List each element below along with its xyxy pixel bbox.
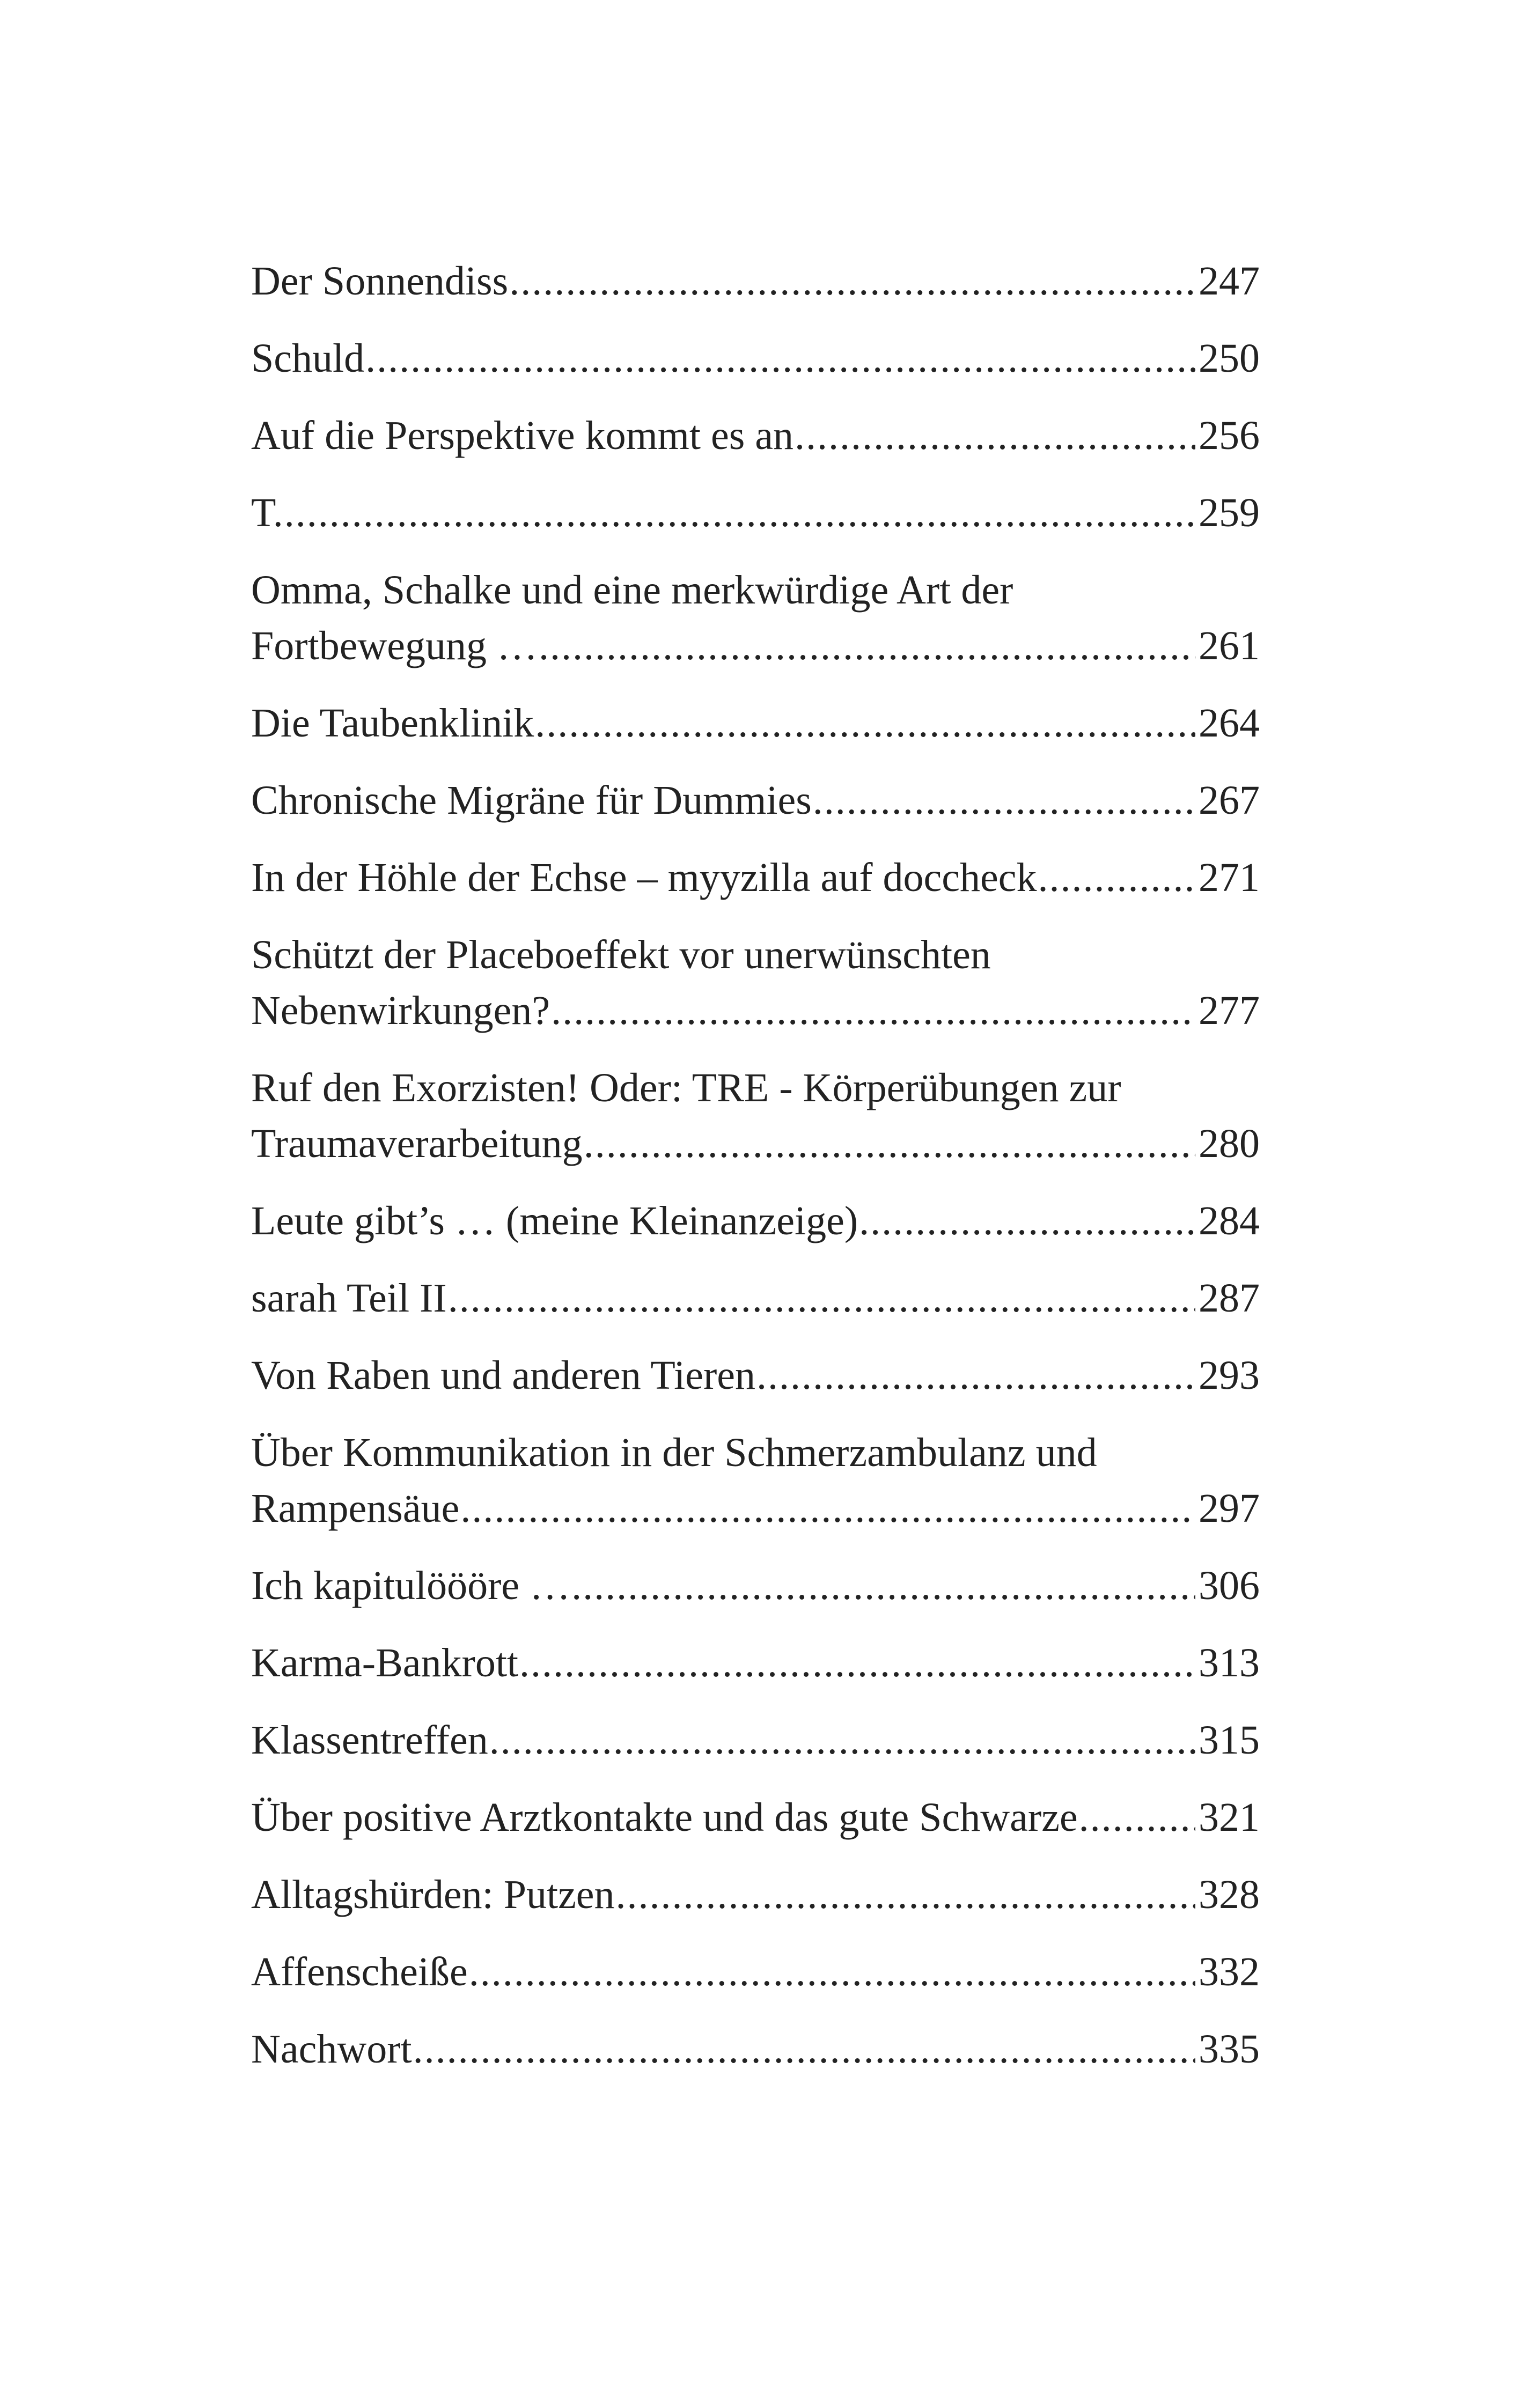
toc-entry-page: 306 [1199, 1563, 1260, 1608]
toc-entry-title-line1: Über Kommunikation in der Schmerzambulanz und [251, 1430, 1097, 1475]
toc-entry [251, 850, 1260, 905]
toc-entry-page: 284 [1199, 1198, 1260, 1243]
toc-entry-page: 321 [1199, 1795, 1260, 1840]
toc-entry [251, 1790, 1260, 1845]
toc-entry-page: 267 [1199, 778, 1260, 823]
toc-entry-page: 256 [1199, 413, 1260, 458]
dot-leader [489, 1712, 1195, 1768]
toc-entry [251, 408, 1260, 463]
dot-leader [539, 618, 1195, 674]
toc-entry [251, 1060, 1260, 1172]
toc-entry-page: 313 [1199, 1640, 1260, 1685]
toc-entry-title: Leute gibt’s … (meine Kleinanzeige) [251, 1198, 858, 1243]
dot-leader [571, 1558, 1195, 1614]
toc-entry [251, 562, 1260, 674]
toc-entry-title-line1: Schützt der Placeboeffekt vor unerwünschten [251, 932, 991, 977]
toc-entry-title: In der Höhle der Echse – myyzilla auf doccheck [251, 855, 1037, 900]
toc-entry-title-line1: Ruf den Exorzisten! Oder: TRE - Körperübungen zur [251, 1065, 1121, 1110]
toc-entry-title: Schuld [251, 336, 365, 381]
dot-leader [1079, 1790, 1195, 1845]
toc-entry-page: 247 [1199, 259, 1260, 304]
dot-leader [551, 983, 1195, 1039]
toc-entry [251, 1425, 1260, 1536]
toc-entry-title: Auf die Perspektive kommt es an [251, 413, 794, 458]
dot-leader [584, 1116, 1195, 1172]
dot-leader [413, 2021, 1195, 2077]
toc-entry-title: Die Taubenklinik [251, 701, 534, 746]
toc-entry-page: 250 [1199, 336, 1260, 381]
toc-entry-title: Fortbewegung … [251, 623, 538, 668]
toc-entry [251, 1867, 1260, 1923]
dot-leader [756, 1347, 1195, 1403]
dot-leader [509, 253, 1195, 309]
toc-entry [251, 1270, 1260, 1326]
toc-entry-page: 335 [1199, 2027, 1260, 2072]
dot-leader [365, 330, 1195, 386]
toc-entry-title: Karma-Bankrott [251, 1640, 519, 1685]
dot-leader [460, 1481, 1195, 1536]
toc-entry-page: 297 [1199, 1486, 1260, 1531]
toc-entry-title: Alltagshürden: Putzen [251, 1872, 615, 1917]
toc-entry-title-line1: Omma, Schalke und eine merkwürdige Art der [251, 568, 1013, 613]
toc-entry-page: 277 [1199, 988, 1260, 1033]
toc-entry-page: 293 [1199, 1353, 1260, 1398]
toc-entry-page: 264 [1199, 701, 1260, 746]
dot-leader [859, 1193, 1195, 1249]
dot-leader [813, 772, 1195, 828]
toc-entry-title: Über positive Arztkontakte und das gute Schwarze [251, 1795, 1078, 1840]
toc-entry-page: 287 [1199, 1276, 1260, 1321]
toc-entry-title: Rampensäue [251, 1486, 460, 1531]
toc-entry-page: 259 [1199, 490, 1260, 535]
toc-entry-title: Der Sonnendiss [251, 259, 509, 304]
toc-entry [251, 927, 1260, 1039]
dot-leader [616, 1867, 1195, 1923]
table-of-contents [251, 253, 1260, 2098]
toc-entry-page: 328 [1199, 1872, 1260, 1917]
toc-entry-title: Nebenwirkungen? [251, 988, 550, 1033]
toc-entry [251, 695, 1260, 751]
toc-entry-title: sarah Teil II [251, 1276, 447, 1321]
toc-entry-title: Affenscheiße [251, 1949, 468, 1994]
toc-entry-page: 271 [1199, 855, 1260, 900]
toc-entry [251, 330, 1260, 386]
toc-entry-page: 261 [1199, 623, 1260, 668]
toc-entry-title: Ich kapitulöööre … [251, 1563, 571, 1608]
toc-entry [251, 1347, 1260, 1403]
dot-leader [448, 1270, 1195, 1326]
toc-entry [251, 1558, 1260, 1614]
toc-entry [251, 1193, 1260, 1249]
toc-entry [251, 772, 1260, 828]
toc-entry-title: Traumaverarbeitung [251, 1121, 583, 1166]
toc-entry-page: 315 [1199, 1718, 1260, 1763]
toc-entry-title: Von Raben und anderen Tieren [251, 1353, 756, 1398]
toc-entry-title: Klassentreffen [251, 1718, 488, 1763]
dot-leader [469, 1944, 1195, 2000]
toc-entry [251, 485, 1260, 541]
toc-entry-page: 280 [1199, 1121, 1260, 1166]
dot-leader [284, 485, 1195, 541]
toc-entry [251, 253, 1260, 309]
toc-entry-title: T. [251, 490, 283, 535]
toc-entry-page: 332 [1199, 1949, 1260, 1994]
dot-leader [519, 1635, 1195, 1691]
toc-entry-title: Chronische Migräne für Dummies [251, 778, 812, 823]
dot-leader [535, 695, 1195, 751]
toc-entry [251, 1635, 1260, 1691]
dot-leader [1038, 850, 1195, 905]
toc-entry [251, 2021, 1260, 2077]
dot-leader [795, 408, 1195, 463]
toc-entry [251, 1712, 1260, 1768]
toc-entry-title: Nachwort [251, 2027, 412, 2072]
toc-entry [251, 1944, 1260, 2000]
